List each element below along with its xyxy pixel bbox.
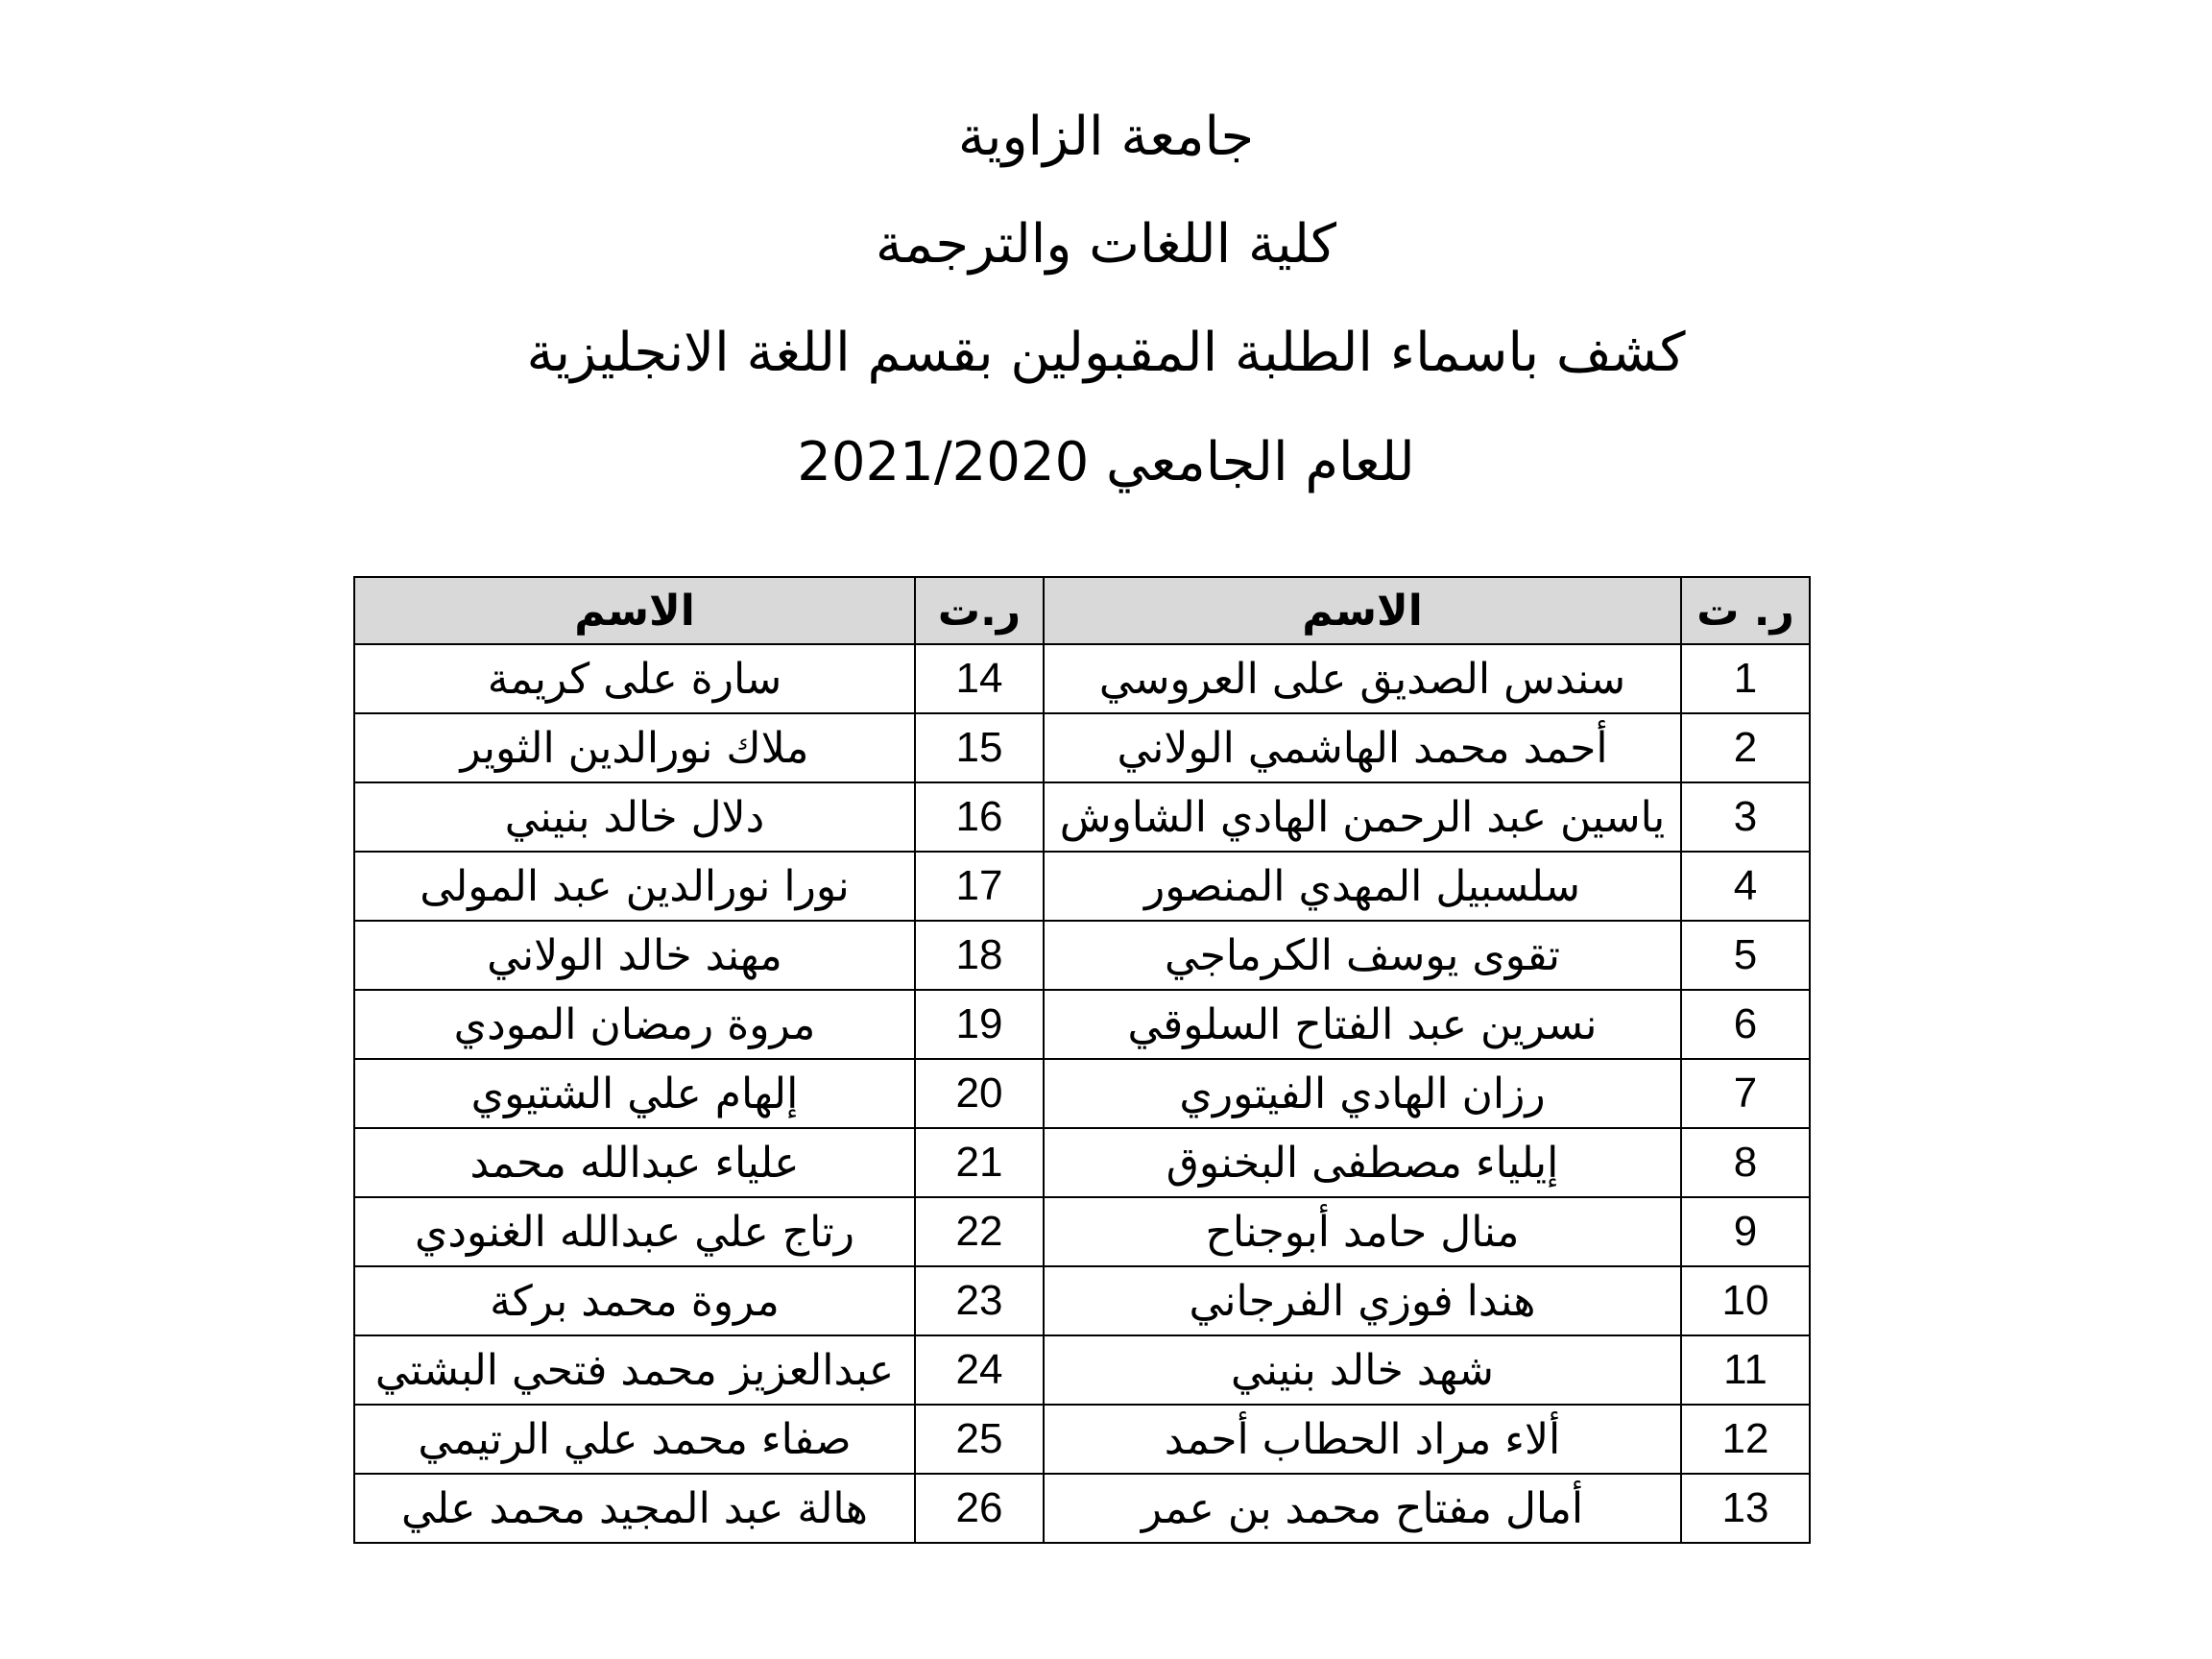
student-name: مهند خالد الولاني [354,921,915,990]
academic-year: للعام الجامعي 2021/2020 [797,431,1415,493]
table-row [354,1335,1810,1405]
student-name: ملاك نورالدين الثوير [354,713,915,782]
header-number-1: ر. ت [1681,577,1810,644]
row-number: 23 [915,1266,1044,1335]
table-row [354,1059,1810,1128]
row-number: 7 [1681,1059,1810,1128]
student-name: أمال مفتاح محمد بن عمر [1044,1474,1681,1543]
table-row [354,713,1810,782]
student-name: رتاج علي عبدالله الغنودي [354,1197,915,1266]
row-number: 22 [915,1197,1044,1266]
student-name: تقوى يوسف الكرماجي [1044,921,1681,990]
student-name: سلسبيل المهدي المنصور [1044,852,1681,921]
student-name: نورا نورالدين عبد المولى [354,852,915,921]
table-row [354,782,1810,852]
table-header-row [354,577,1810,644]
student-name: مروة رمضان المودي [354,990,915,1059]
student-name: دلال خالد بنيني [354,782,915,852]
student-name: صفاء محمد علي الرتيمي [354,1405,915,1474]
table-row [354,1128,1810,1197]
student-name: إيلياء مصطفى البخنوق [1044,1128,1681,1197]
row-number: 12 [1681,1405,1810,1474]
row-number: 8 [1681,1128,1810,1197]
students-table [353,576,1811,1544]
student-name: سندس الصديق على العروسي [1044,644,1681,713]
row-number: 3 [1681,782,1810,852]
student-name: مروة محمد بركة [354,1266,915,1335]
student-name: هندا فوزي الفرجاني [1044,1266,1681,1335]
row-number: 5 [1681,921,1810,990]
row-number: 18 [915,921,1044,990]
row-number: 1 [1681,644,1810,713]
student-name: ياسين عبد الرحمن الهادي الشاوش [1044,782,1681,852]
table-row [354,644,1810,713]
university-name: جامعة الزاوية [957,106,1255,168]
row-number: 24 [915,1335,1044,1405]
student-name: أحمد محمد الهاشمي الولاني [1044,713,1681,782]
table-row [354,921,1810,990]
row-number: 21 [915,1128,1044,1197]
students-table-container [353,576,1809,1544]
header-name-2: الاسم [354,577,915,644]
row-number: 14 [915,644,1044,713]
row-number: 25 [915,1405,1044,1474]
table-row [354,1197,1810,1266]
row-number: 17 [915,852,1044,921]
row-number: 9 [1681,1197,1810,1266]
row-number: 4 [1681,852,1810,921]
student-name: رزان الهادي الفيتوري [1044,1059,1681,1128]
student-name: شهد خالد بنيني [1044,1335,1681,1405]
table-row [354,1474,1810,1543]
row-number: 16 [915,782,1044,852]
row-number: 13 [1681,1474,1810,1543]
student-name: عبدالعزيز محمد فتحي البشتي [354,1335,915,1405]
table-row [354,990,1810,1059]
table-row [354,1405,1810,1474]
row-number: 20 [915,1059,1044,1128]
header-name-1: الاسم [1044,577,1681,644]
student-name: منال حامد أبوجناح [1044,1197,1681,1266]
table-body [354,644,1810,1543]
row-number: 26 [915,1474,1044,1543]
row-number: 2 [1681,713,1810,782]
row-number: 19 [915,990,1044,1059]
student-name: هالة عبد المجيد محمد علي [354,1474,915,1543]
row-number: 11 [1681,1335,1810,1405]
row-number: 15 [915,713,1044,782]
student-name: سارة على كريمة [354,644,915,713]
row-number: 6 [1681,990,1810,1059]
list-title: كشف باسماء الطلبة المقبولين بقسم اللغة الانجليزية [526,322,1686,384]
faculty-name: كلية اللغات والترجمة [875,213,1337,276]
table-row [354,852,1810,921]
student-name: إلهام علي الشتيوي [354,1059,915,1128]
row-number: 10 [1681,1266,1810,1335]
student-name: نسرين عبد الفتاح السلوقي [1044,990,1681,1059]
student-name: علياء عبدالله محمد [354,1128,915,1197]
student-name: ألاء مراد الحطاب أحمد [1044,1405,1681,1474]
header-number-2: ر.ت [915,577,1044,644]
table-row [354,1266,1810,1335]
